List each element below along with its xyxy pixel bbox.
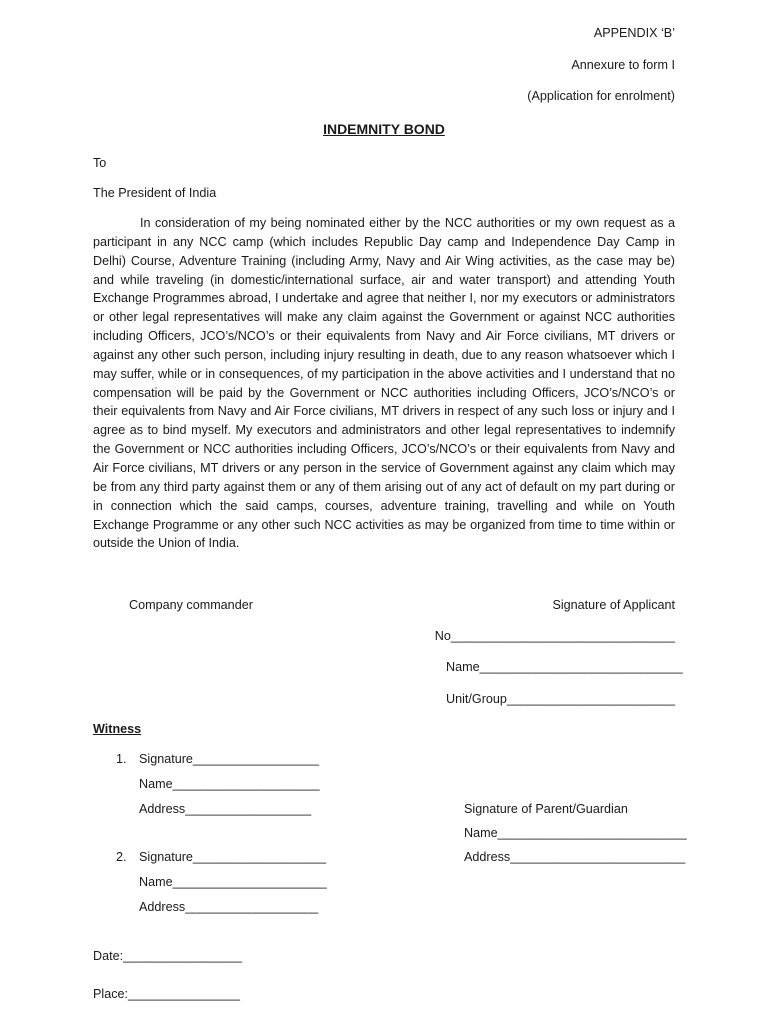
- applicant-signature-label: Signature of Applicant: [552, 598, 675, 612]
- annexure-label: Annexure to form I: [571, 58, 675, 72]
- witness-1-signature-field: Signature__________________: [139, 752, 319, 766]
- date-field: Date:_________________: [93, 949, 243, 963]
- applicant-no-field: No________________________________: [434, 629, 675, 643]
- applicant-unit-field: Unit/Group________________________: [446, 692, 675, 706]
- witness-2-address-field: Address___________________: [139, 900, 319, 914]
- to-label: To: [93, 156, 107, 170]
- witness-1-name-field: Name_____________________: [139, 777, 320, 791]
- document-title: INDEMNITY BOND: [323, 121, 445, 137]
- appendix-label: APPENDIX ‘B’: [593, 26, 675, 40]
- guardian-address-field: Address_________________________: [464, 850, 686, 864]
- applicant-name-field: Name_____________________________: [446, 660, 683, 674]
- bond-body-paragraph: In consideration of my being nominated either by the NCC authorities or my own request as a participant in any NCC camp (which includes Republic Day camp and Independence Day Camp in Delhi) Course, Adventure Training (including Army, Navy and Air Wing activities, as the case may be) and while traveling (in domestic/international surface, air and water transport) and attending Youth Exchange Programmes abroad, I undertake and agree that neither I, nor my executors or administrators or other legal representatives will make any claim against the Government or against NCC authorities including Officers, JCO’s/NCO’s or their equivalents from Navy and Air Force civilians, MT drivers or against any other such person, including injury resulting in death, due to any reason whatsoever which I may suffer, while or in consequences, of my participation in the above activities and I understand that no compensation will be paid by the Government or NCC authorities including Officers, JCO’s/NCO’s or their equivalents from Navy and Air Force civilians, MT drivers in respect of any such loss or injury and I agree as to bind myself. My executors and administrators and other legal representatives to indemnify the Government or NCC authorities including Officers, JCO’s/NCO’s or their equivalents from Navy and Air Force civilians, MT drivers or any person in the service of Government against any claim which may be from any third party against them or any of them arising out of any act of default on my part during or in connection which the said camps, courses, adventure training, travelling and while on Youth Exchange Programme or any other such NCC activities as may be organized from time to time within or outside the Union of India.: [93, 216, 675, 551]
- witness-2-name-field: Name______________________: [139, 875, 327, 889]
- place-field: Place:________________: [93, 987, 241, 1001]
- witness-heading: Witness: [93, 722, 142, 736]
- witness-2-signature-field: Signature___________________: [139, 850, 326, 864]
- guardian-name-field: Name___________________________: [464, 826, 687, 840]
- witness-1-number: 1.: [116, 752, 127, 766]
- guardian-signature-label: Signature of Parent/Guardian: [464, 802, 628, 816]
- company-commander-label: Company commander: [129, 598, 253, 612]
- addressee: The President of India: [93, 186, 217, 200]
- witness-2-number: 2.: [116, 850, 127, 864]
- witness-1-address-field: Address__________________: [139, 802, 312, 816]
- application-label: (Application for enrolment): [527, 89, 675, 103]
